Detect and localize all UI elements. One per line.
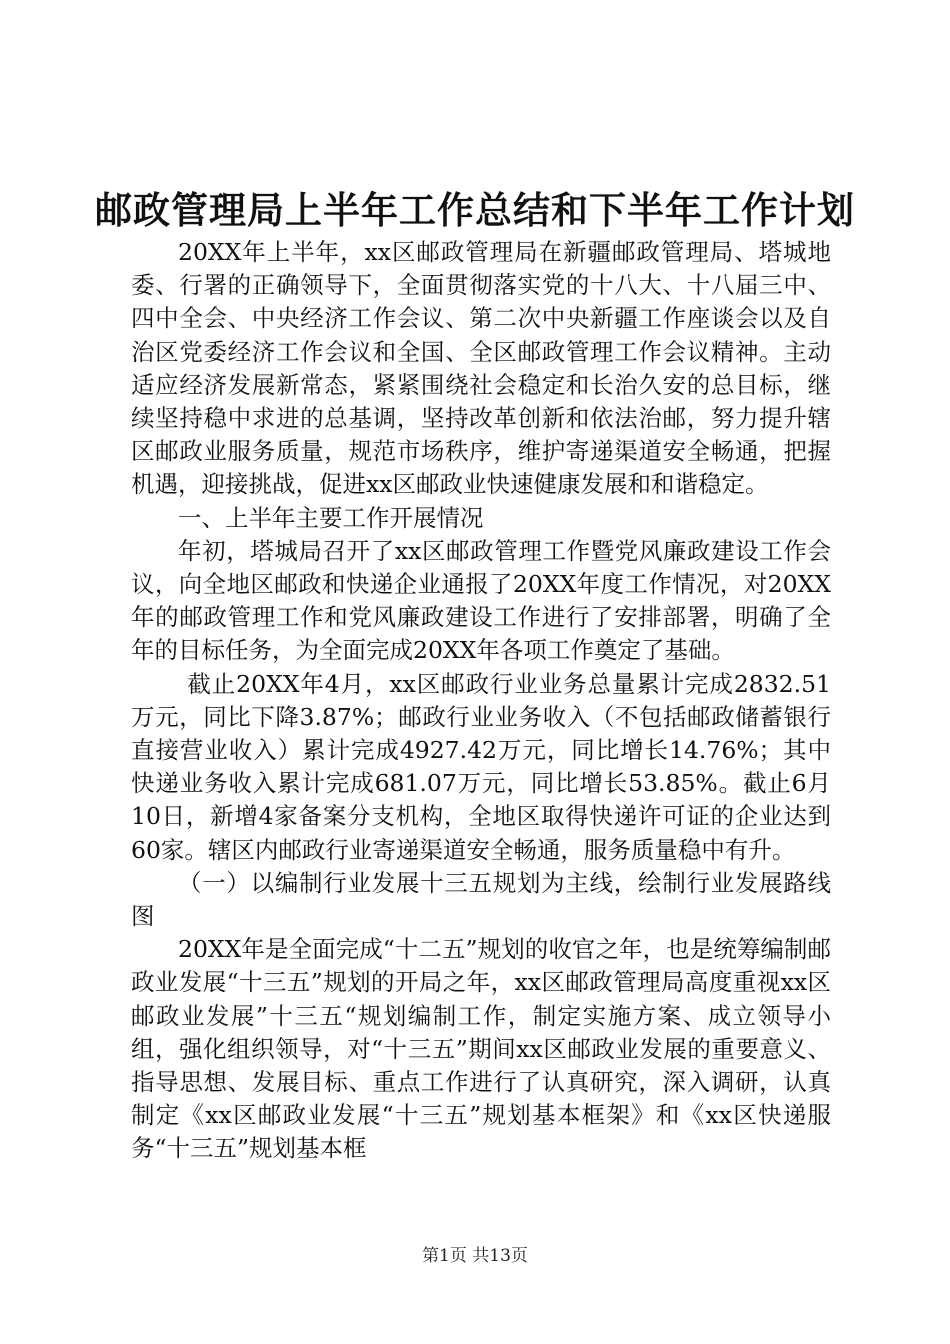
section-heading-1: 一、上半年主要工作开展情况 — [178, 503, 484, 532]
paragraph-intro: 20XX年上半年，xx区邮政管理局在新疆邮政管理局、塔城地委、行署的正确领导下，全面贯彻落实党的十八大、十八届三中、四中全会、中央经济工作会议、第二次中央新疆工作座谈会以及自治区党委经济工作会议和全国、全区邮政管理工作会议精神。主动适应经济发展新常态，紧紧围绕社会稳定和长治久安的总目标，继续坚持稳中求进的总基调，坚持改革创新和依法治邮，努力提升辖区邮政业服务质量，规范市场秩序，维护寄递渠道安全畅通，把握机遇，迎接挑战，促进xx区邮政业快速健康发展和和谐稳定。 — [131, 238, 831, 499]
paragraph-planning: 20XX年是全面完成“十二五”规划的收官之年，也是统筹编制邮政业发展“十三五”规划的开局之年，xx区邮政管理局高度重视xx区邮政业发展”十三五“规划编制工作，制定实施方案、成立领导小组，强化组织领导，对“十三五”期间xx区邮政业发展的重要意义、指导思想、发展目标、重点工作进行了认真研究，深入调研，认真制定《xx区邮政业发展“十三五”规划基本框架》和《xx区快递服务“十三五”规划基本框 — [131, 935, 831, 1163]
paragraph-meeting: 年初，塔城局召开了xx区邮政管理工作暨党风廉政建设工作会议，向全地区邮政和快递企业通报了20XX年度工作情况，对20XX年的邮政管理工作和党风廉政建设工作进行了安排部署，明确了全年的目标任务，为全面完成20XX年各项工作奠定了基础。 — [131, 536, 831, 665]
subsection-heading-1: （一）以编制行业发展十三五规划为主线，绘制行业发展路线图 — [131, 868, 831, 931]
document-body — [131, 236, 831, 1166]
paragraph-statistics: 截止20XX年4月，xx区邮政行业业务总量累计完成2832.51万元，同比下降3.87%；邮政行业业务收入（不包括邮政储蓄银行直接营业收入）累计完成4927.42万元，同比增长14.76%；其中快递业务收入累计完成681.07万元，同比增长53.85%。截止6月10日，新增4家备案分支机构，全地区取得快递许可证的企业达到60家。辖区内邮政行业寄递渠道安全畅通，服务质量稳中有升。 — [131, 669, 831, 864]
page-indicator: 第1页 共13页 — [422, 1246, 528, 1266]
document-title: 邮政管理局上半年工作总结和下半年工作计划 — [95, 188, 855, 232]
